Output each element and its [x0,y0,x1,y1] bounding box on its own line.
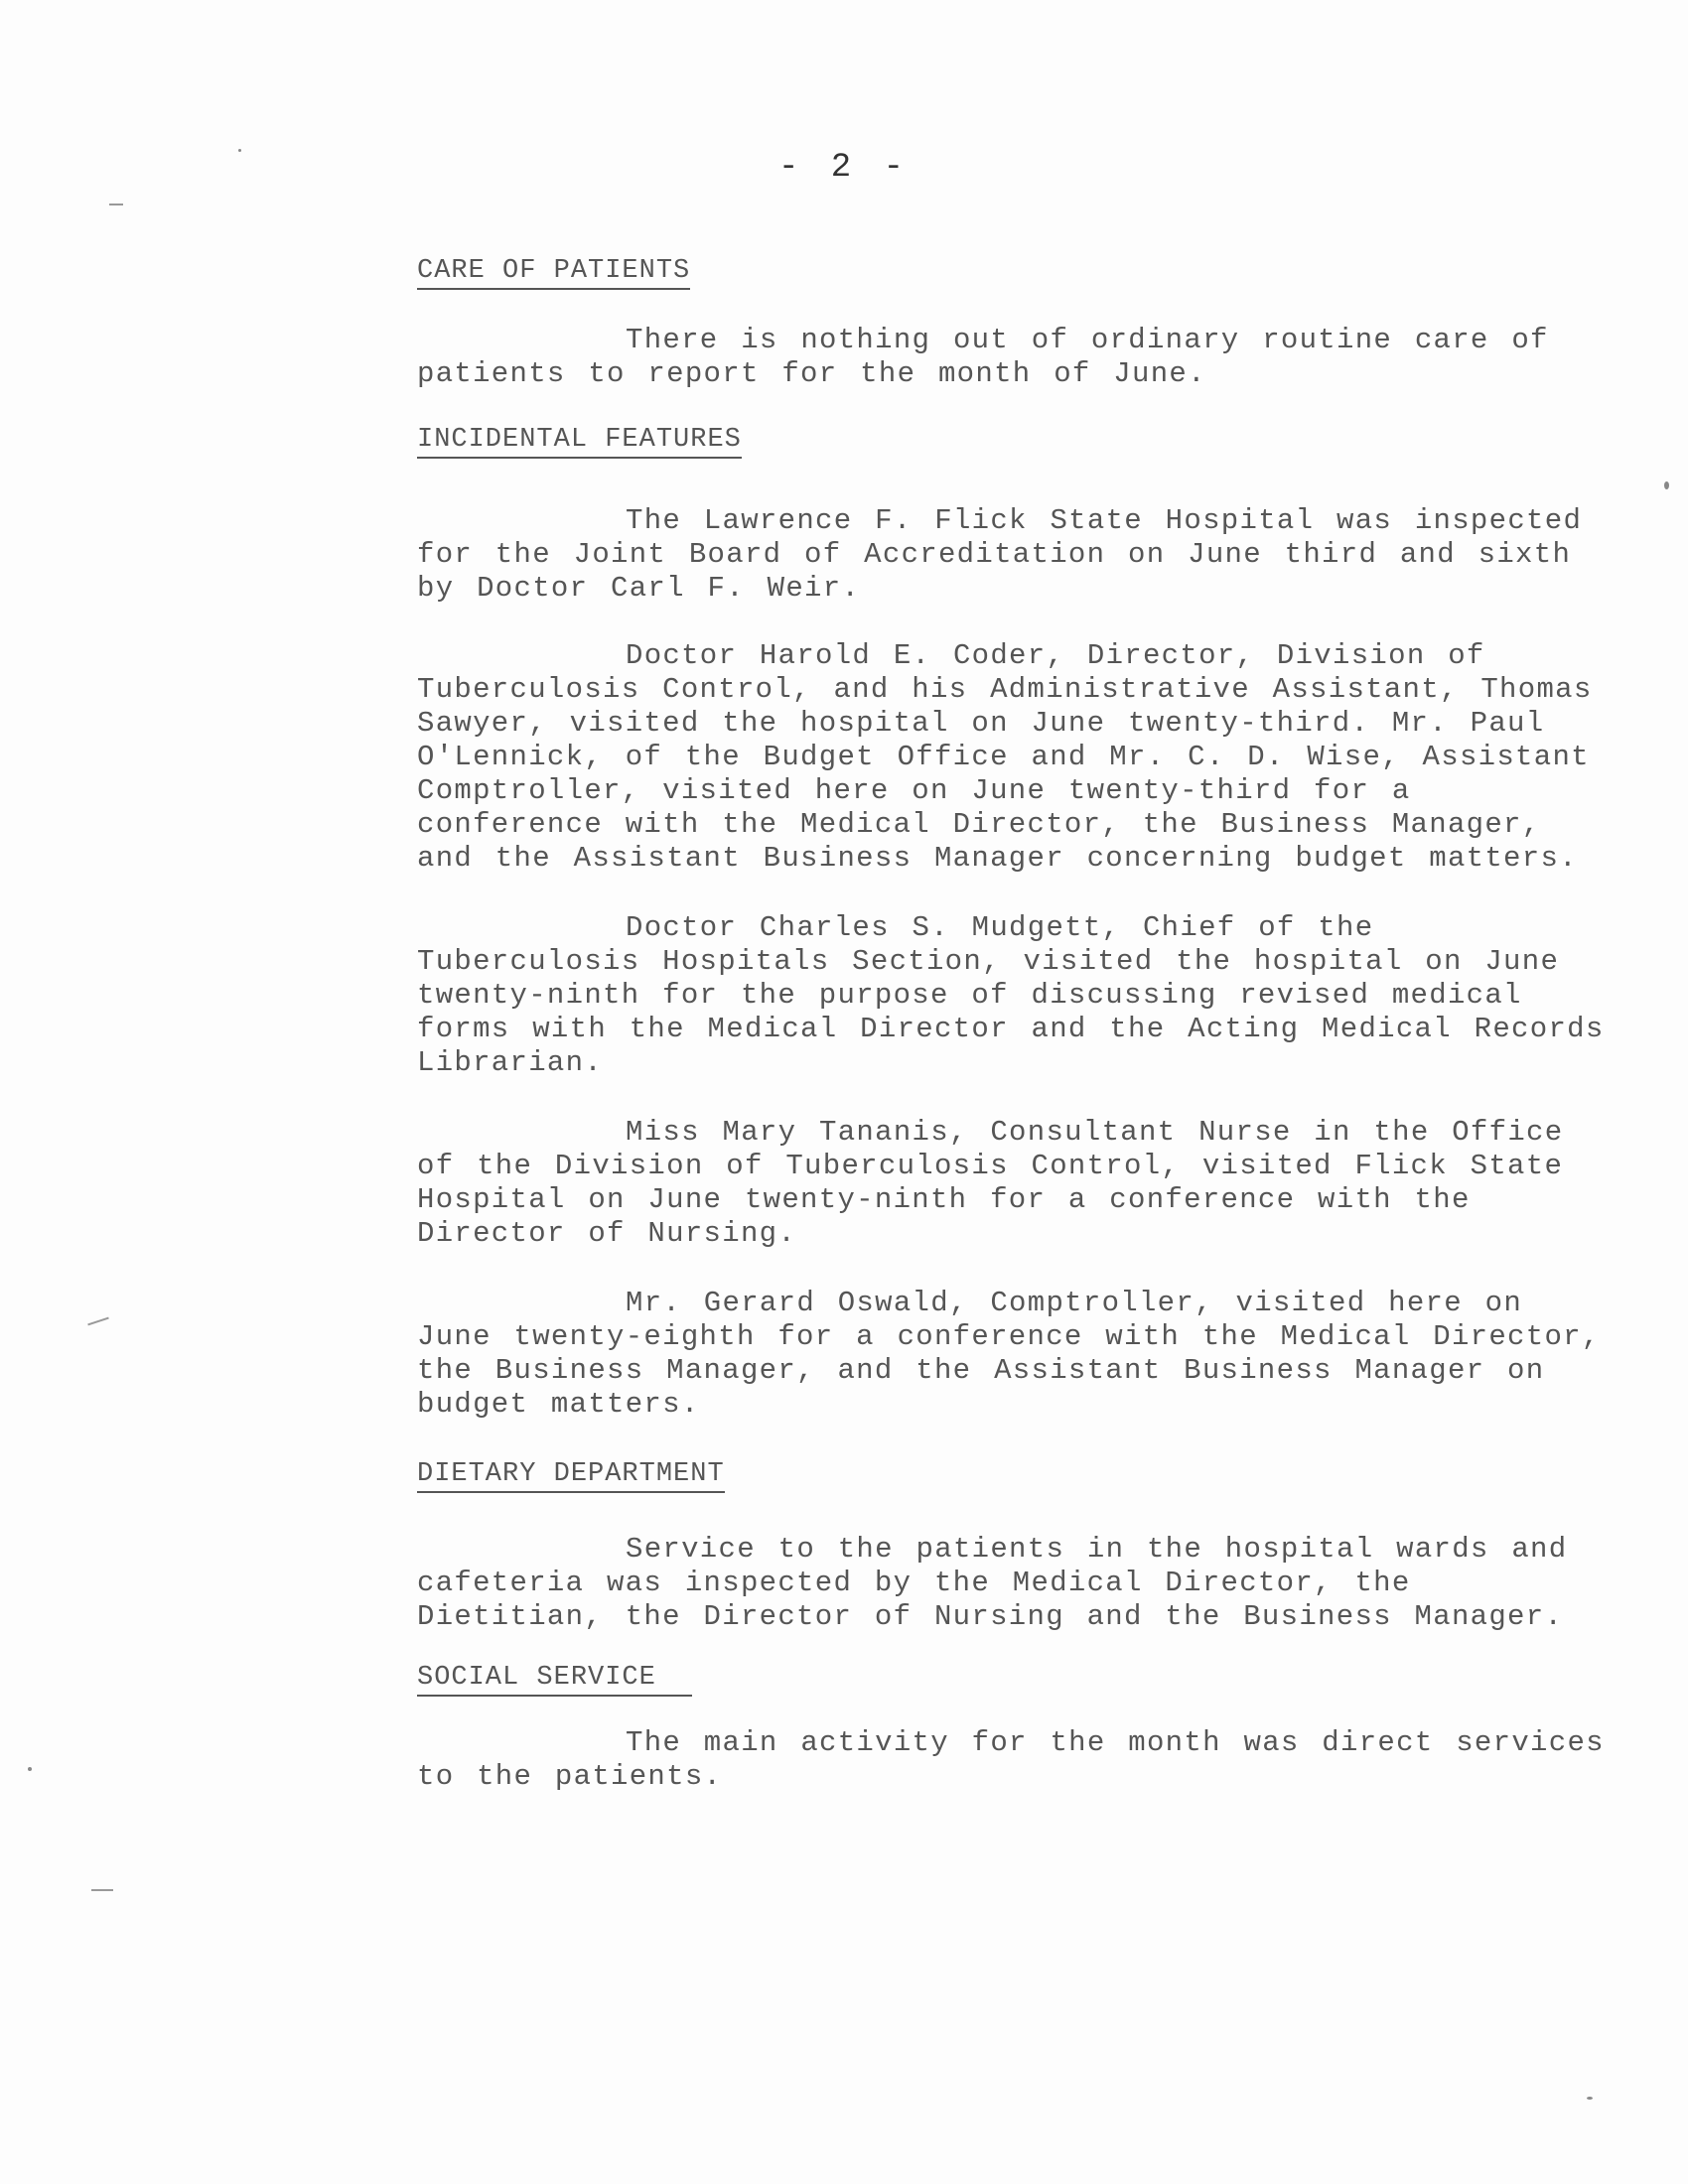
section-heading: SOCIAL SERVICE [417,1663,692,1697]
paragraph: The main activity for the month was direct services to the patients. [417,1726,1605,1793]
section-care-of-patients [417,256,1618,391]
margin-mark [91,1889,113,1891]
section-heading: INCIDENTAL FEATURES [417,425,742,459]
scan-speck [1664,481,1669,489]
margin-mark [109,204,123,205]
section-social-service [417,1663,1618,1794]
paragraph: Mr. Gerard Oswald, Comptroller, visited here on June twenty-eighth for a conference with the Medical Director, the Business Manager, and the Assistant Business Manager on budget matters. [417,1287,1601,1421]
page-number: - 2 - [777,149,911,187]
section-heading: DIETARY DEPARTMENT [417,1459,725,1493]
paragraph: The Lawrence F. Flick State Hospital was inspected for the Joint Board of Accreditation on June third and sixth by Doctor Carl F. Weir. [417,504,1583,605]
paragraph: Doctor Charles S. Mudgett, Chief of the Tuberculosis Hospitals Section, visited the hospital on June twenty-ninth for the purpose of discussing revised medical forms with the Medical Director and the Acting Medical Records Librarian. [417,911,1605,1079]
section-incidental-features [417,425,1618,1422]
scan-speck [1587,2097,1593,2100]
section-heading: CARE OF PATIENTS [417,256,690,290]
section-dietary-department [417,1459,1618,1634]
paragraph: There is nothing out of ordinary routine care of patients to report for the month of June. [417,324,1549,390]
paragraph: Miss Mary Tananis, Consultant Nurse in the Office of the Division of Tuberculosis Control, visited Flick State Hospital on June twenty-ninth for a conference with the Director of Nursing. [417,1116,1564,1250]
paragraph: Doctor Harold E. Coder, Director, Division of Tuberculosis Control, and his Administrative Assistant, Thomas Sawyer, visited the hospital on June twenty-third. Mr. Paul O'Lennick, of the Budget Office and Mr. C. D. Wise, Assistant Comptroller, visited here on June twenty-third for a conference with the Medical Director, the Business Manager, and the Assistant Business Manager concerning budget matters. [417,639,1593,875]
scan-speck [28,1767,32,1771]
margin-mark [87,1317,109,1326]
paragraph: Service to the patients in the hospital wards and cafeteria was inspected by the Medical Director, the Dietitian, the Director of Nursing and the Business Manager. [417,1533,1568,1633]
